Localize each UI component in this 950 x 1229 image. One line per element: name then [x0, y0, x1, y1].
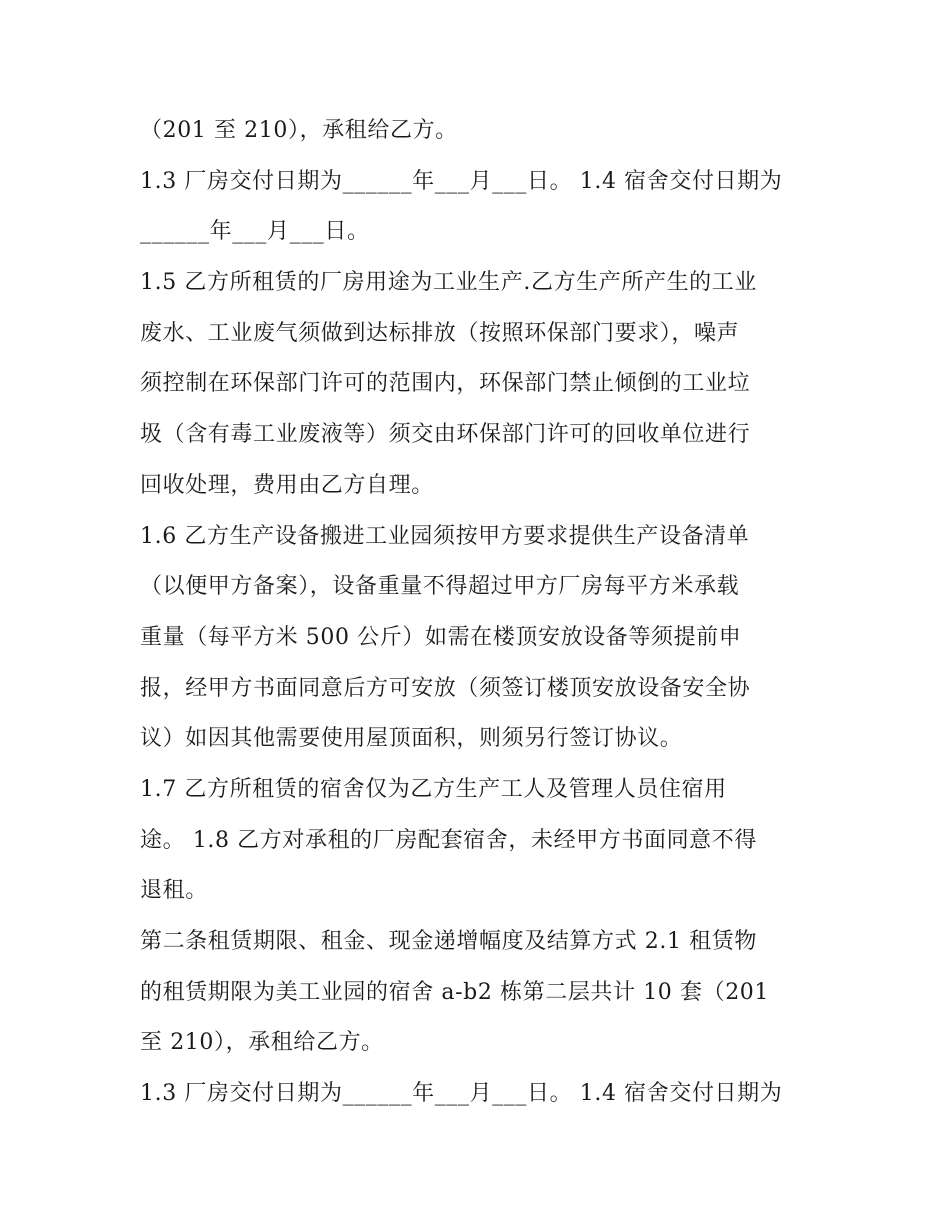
- text-line: （以便甲方备案），设备重量不得超过甲方厂房每平方米承载: [140, 574, 740, 600]
- text-line: 议）如因其他需要使用屋顶面积，则须另行签订协议。: [140, 726, 683, 752]
- text-line: 1.6 乙方生产设备搬进工业园须按甲方要求提供生产设备清单: [140, 523, 750, 549]
- text-line: 1.3 厂房交付日期为______年___月___日。 1.4 宿舍交付日期为: [140, 1081, 783, 1107]
- text-line: 圾（含有毒工业废液等）须交由环保部门许可的回收单位进行: [140, 422, 751, 448]
- text-line: （201 至 210），承租给乙方。: [140, 118, 458, 143]
- text-line: 1.5 乙方所租赁的厂房用途为工业生产.乙方生产所产生的工业: [140, 270, 757, 296]
- text-line: 须控制在环保部门许可的范围内，环保部门禁止倾倒的工业垃: [140, 371, 751, 397]
- text-line: 至 210），承租给乙方。: [140, 1030, 384, 1056]
- text-line: 第二条租赁期限、租金、现金递增幅度及结算方式 2.1 租赁物: [140, 929, 757, 954]
- text-line: 重量（每平方米 500 公斤）如需在楼顶安放设备等须提前申: [140, 624, 742, 650]
- text-line: 回收处理，费用由乙方自理。: [140, 472, 434, 498]
- text-line: 报，经甲方书面同意后方可安放（须签订楼顶安放设备安全协: [140, 675, 751, 701]
- text-line: 途。 1.8 乙方对承租的厂房配套宿舍，未经甲方书面同意不得: [140, 827, 757, 853]
- text-line: 废水、工业废气须做到达标排放（按照环保部门要求），噪声: [140, 320, 740, 346]
- text-line: 1.7 乙方所租赁的宿舍仅为乙方生产工人及管理人员住宿用: [140, 776, 727, 802]
- text-line: 退租。: [140, 878, 208, 904]
- text-line: 的租赁期限为美工业园的宿舍 a-b2 栋第二层共计 10 套（201: [140, 979, 769, 1005]
- document-body: [140, 106, 820, 1120]
- text-line: 1.3 厂房交付日期为______年___月___日。 1.4 宿舍交付日期为: [140, 168, 783, 194]
- text-line: ______年___月___日。: [140, 219, 370, 245]
